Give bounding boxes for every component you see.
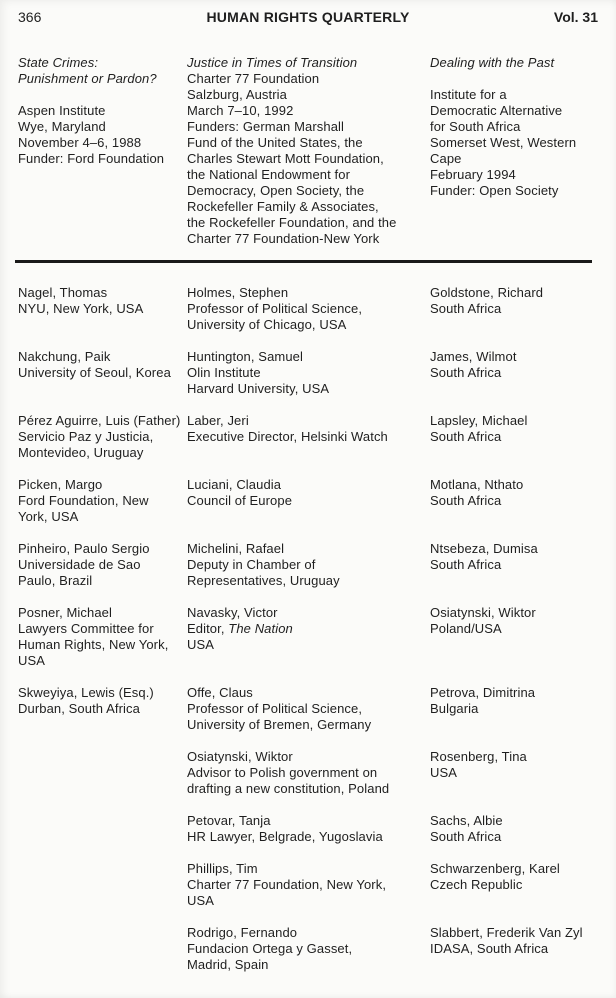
text-line: Skweyiya, Lewis (Esq.) xyxy=(18,685,154,700)
text-line: Deputy in Chamber of xyxy=(187,557,316,572)
conference-dealing-with-the-past xyxy=(430,55,598,199)
text-line: HR Lawyer, Belgrade, Yugoslavia xyxy=(187,829,383,844)
text-line: Schwarzenberg, Karel xyxy=(430,861,560,876)
participant-entry xyxy=(18,413,187,461)
text-line: Huntington, Samuel xyxy=(187,349,303,364)
participant-entry xyxy=(430,749,598,781)
text-line: Poland/USA xyxy=(430,621,502,636)
text-line: Holmes, Stephen xyxy=(187,285,289,300)
participant-entry xyxy=(430,541,598,573)
text-line: Rosenberg, Tina xyxy=(430,749,527,764)
text-line: Professor of Political Science, xyxy=(187,301,363,316)
journal-title: HUMAN RIGHTS QUARTERLY xyxy=(206,9,410,25)
text-line: Cape xyxy=(430,151,462,166)
text-line: Charter 77 Foundation, New York, xyxy=(187,877,387,892)
text-line: Rodrigo, Fernando xyxy=(187,925,298,940)
text-line: Funder: Ford Foundation xyxy=(18,151,165,166)
text-line: South Africa xyxy=(430,301,502,316)
text-line: Universidade de Sao xyxy=(18,557,141,572)
text-line: Pinheiro, Paulo Sergio xyxy=(18,541,150,556)
participant-entry xyxy=(430,861,598,893)
text-line: Picken, Margo xyxy=(18,477,103,492)
text-line: Salzburg, Austria xyxy=(187,87,287,102)
text-line: Human Rights, New York, xyxy=(18,637,169,652)
text-line: Funder: Open Society xyxy=(430,183,559,198)
text-line: State Crimes: xyxy=(18,55,99,70)
text-line: the Rockefeller Foundation, and the xyxy=(187,215,397,230)
text-line xyxy=(18,87,187,103)
text-line: Professor of Political Science, xyxy=(187,701,363,716)
text-line: James, Wilmot xyxy=(430,349,517,364)
page-header xyxy=(18,9,598,26)
text-line: drafting a new constitution, Poland xyxy=(187,781,390,796)
participant-entry xyxy=(187,541,430,589)
text-line: Osiatynski, Wiktor xyxy=(187,749,293,764)
text-line: University of Seoul, Korea xyxy=(18,365,171,380)
text-line: for South Africa xyxy=(430,119,521,134)
text-line: Ntsebeza, Dumisa xyxy=(430,541,538,556)
participant-entry xyxy=(187,813,430,845)
text-line: Phillips, Tim xyxy=(187,861,258,876)
participant-entry xyxy=(187,861,430,909)
conference-state-crimes xyxy=(18,55,187,167)
participant-entry xyxy=(18,685,187,717)
text-line: Fundacion Ortega y Gasset, xyxy=(187,941,353,956)
text-line: Montevideo, Uruguay xyxy=(18,445,144,460)
conference-header-section xyxy=(18,55,598,247)
participant-entry xyxy=(187,285,430,333)
participant-entry xyxy=(430,413,598,445)
text-line: USA xyxy=(187,893,215,908)
text-line: Representatives, Uruguay xyxy=(187,573,340,588)
text-line: Executive Director, Helsinki Watch xyxy=(187,429,388,444)
text-line: Charles Stewart Mott Foundation, xyxy=(187,151,384,166)
text-line: Dealing with the Past xyxy=(430,55,555,70)
text-line: November 4–6, 1988 xyxy=(18,135,142,150)
text-line: Paulo, Brazil xyxy=(18,573,93,588)
text-line: Editor, The Nation xyxy=(187,621,293,636)
text-line: Czech Republic xyxy=(430,877,523,892)
text-line: Punishment or Pardon? xyxy=(18,71,157,86)
text-line: South Africa xyxy=(430,429,502,444)
participant-entry xyxy=(187,925,430,973)
conference-justice-in-times-of-transition xyxy=(187,55,430,247)
text-line: South Africa xyxy=(430,829,502,844)
text-line: Harvard University, USA xyxy=(187,381,330,396)
text-line: Olin Institute xyxy=(187,365,261,380)
text-line: Offe, Claus xyxy=(187,685,253,700)
text-line: Nakchung, Paik xyxy=(18,349,111,364)
participant-entry xyxy=(18,477,187,525)
participant-entry xyxy=(187,349,430,397)
participant-entry xyxy=(430,349,598,381)
text-line: Lapsley, Michael xyxy=(430,413,528,428)
text-line: Goldstone, Richard xyxy=(430,285,544,300)
participant-entry xyxy=(187,685,430,733)
participant-entry xyxy=(430,477,598,509)
text-line: Durban, South Africa xyxy=(18,701,140,716)
text-line: Charter 77 Foundation xyxy=(187,71,320,86)
text-line: Laber, Jeri xyxy=(187,413,249,428)
text-line: Petovar, Tanja xyxy=(187,813,271,828)
text-line: Council of Europe xyxy=(187,493,293,508)
text-line: York, USA xyxy=(18,509,79,524)
text-line: Fund of the United States, the xyxy=(187,135,363,150)
text-line: Slabbert, Frederik Van Zyl xyxy=(430,925,583,940)
text-line: Motlana, Nthato xyxy=(430,477,524,492)
text-line: Nagel, Thomas xyxy=(18,285,108,300)
participant-entry xyxy=(18,541,187,589)
text-line: March 7–10, 1992 xyxy=(187,103,294,118)
text-line: Aspen Institute xyxy=(18,103,106,118)
text-line: Luciani, Claudia xyxy=(187,477,282,492)
text-line: Michelini, Rafael xyxy=(187,541,285,556)
participant-entry xyxy=(430,813,598,845)
text-line: Servicio Paz y Justicia, xyxy=(18,429,154,444)
text-line: Charter 77 Foundation-New York xyxy=(187,231,380,246)
text-line: Sachs, Albie xyxy=(430,813,503,828)
text-line: February 1994 xyxy=(430,167,516,182)
text-line: Posner, Michael xyxy=(18,605,112,620)
text-line: Ford Foundation, New xyxy=(18,493,149,508)
text-line: Funders: German Marshall xyxy=(187,119,345,134)
participant-entry xyxy=(430,925,598,957)
text-line: the National Endowment for xyxy=(187,167,351,182)
text-line: Somerset West, Western xyxy=(430,135,577,150)
text-line: Bulgaria xyxy=(430,701,479,716)
participant-entry xyxy=(187,749,430,797)
participant-entry xyxy=(430,685,598,717)
text-line: Advisor to Polish government on xyxy=(187,765,378,780)
text-line: Navasky, Victor xyxy=(187,605,278,620)
volume-label: Vol. 31 xyxy=(553,9,598,25)
participant-entry xyxy=(430,605,598,637)
text-line: Justice in Times of Transition xyxy=(187,55,358,70)
text-line: South Africa xyxy=(430,365,502,380)
participant-entry xyxy=(18,285,187,317)
text-line: USA xyxy=(430,765,458,780)
text-line: Democratic Alternative xyxy=(430,103,563,118)
text-line: Madrid, Spain xyxy=(187,957,269,972)
text-line: IDASA, South Africa xyxy=(430,941,549,956)
text-line: Democracy, Open Society, the xyxy=(187,183,365,198)
participant-entry xyxy=(430,285,598,317)
text-line: Petrova, Dimitrina xyxy=(430,685,536,700)
text-line: USA xyxy=(18,653,46,668)
text-line xyxy=(430,71,598,87)
text-line: NYU, New York, USA xyxy=(18,301,144,316)
text-line: Wye, Maryland xyxy=(18,119,106,134)
text-line: Osiatynski, Wiktor xyxy=(430,605,536,620)
text-line: University of Bremen, Germany xyxy=(187,717,372,732)
page-number: 366 xyxy=(18,9,42,25)
text-line: South Africa xyxy=(430,493,502,508)
text-line: Pérez Aguirre, Luis (Father) xyxy=(18,413,181,428)
participant-entry xyxy=(187,413,430,445)
participant-entry xyxy=(18,349,187,381)
participant-entry xyxy=(187,477,430,509)
text-line: South Africa xyxy=(430,557,502,572)
participants-table xyxy=(18,285,598,973)
text-line: Rockefeller Family & Associates, xyxy=(187,199,379,214)
participant-entry xyxy=(18,605,187,669)
section-divider-rule xyxy=(15,260,592,263)
text-line: University of Chicago, USA xyxy=(187,317,347,332)
participant-entry xyxy=(187,605,430,653)
text-line: Lawyers Committee for xyxy=(18,621,154,636)
text-line: USA xyxy=(187,637,215,652)
text-line: Institute for a xyxy=(430,87,507,102)
